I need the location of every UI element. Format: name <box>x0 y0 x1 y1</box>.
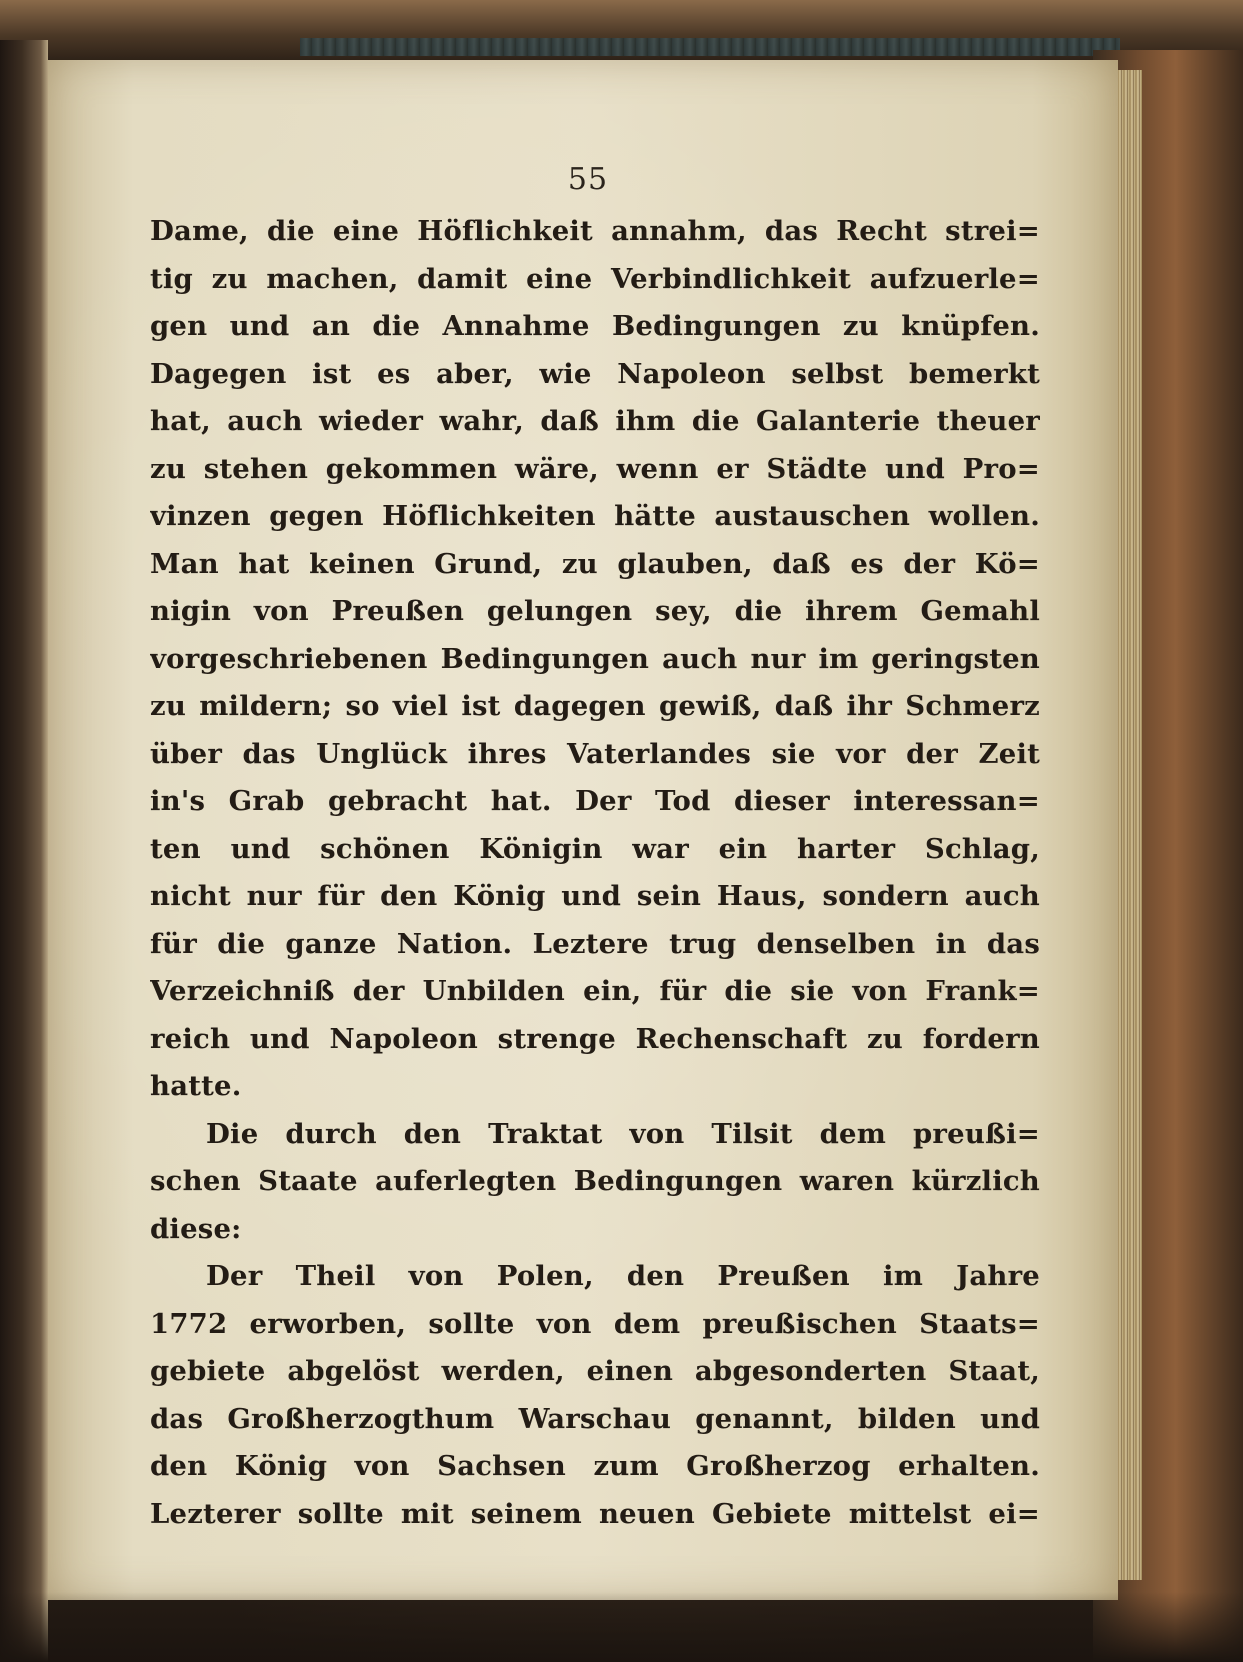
text-line: nigin von Preußen gelungen sey, die ihrem Gemahl <box>150 595 1040 627</box>
text-line: gebiete abgelöst werden, einen abgesonderten Staat, <box>150 1355 1040 1387</box>
bottom-shadow <box>0 1592 1243 1662</box>
text-line: den König von Sachsen zum Großherzog erhalten. <box>150 1450 1040 1482</box>
text-line: Dagegen ist es aber, wie Napoleon selbst bemerkt <box>150 357 1040 390</box>
previous-leaf-edge <box>0 40 48 1662</box>
text-line: Lezterer sollte mit seinem neuen Gebiete mittelst ei= <box>150 1497 1040 1530</box>
text-line: vinzen gegen Höflichkeiten hätte austauschen wollen. <box>150 500 1040 532</box>
text-line: Der Theil von Polen, den Preußen im Jahre <box>206 1260 1040 1292</box>
text-line: das Großherzogthum Warschau genannt, bilden und <box>150 1402 1040 1435</box>
text-line: schen Staate auferlegten Bedingungen waren kürzlich <box>150 1165 1040 1197</box>
text-line: tig zu machen, damit eine Verbindlichkeit aufzuerle= <box>150 262 1040 295</box>
text-line: Dame, die eine Höflichkeit annahm, das Recht strei= <box>150 215 1040 247</box>
text-line: Verzeichniß der Unbilden ein, für die sie von Frank= <box>150 975 1040 1007</box>
text-line: nicht nur für den König und sein Haus, sondern auch <box>150 880 1040 912</box>
book-page <box>48 60 1118 1600</box>
text-line: 1772 erworben, sollte von dem preußischen Staats= <box>150 1307 1040 1340</box>
text-line: zu mildern; so viel ist dagegen gewiß, daß ihr Schmerz <box>150 690 1040 722</box>
cover-binding-strip <box>300 38 1120 56</box>
text-line: Die durch den Traktat von Tilsit dem preußi= <box>206 1117 1040 1150</box>
text-line: hatte. <box>150 1070 242 1102</box>
text-line: hat, auch wieder wahr, daß ihm die Galanterie theuer <box>150 405 1040 437</box>
text-line: gen und an die Annahme Bedingungen zu knüpfen. <box>150 310 1040 342</box>
text-line: ten und schönen Königin war ein harter Schlag, <box>150 832 1040 865</box>
text-line: Man hat keinen Grund, zu glauben, daß es der Kö= <box>150 547 1040 580</box>
text-line: reich und Napoleon strenge Rechenschaft zu fordern <box>150 1022 1040 1055</box>
text-line: über das Unglück ihres Vaterlandes sie vor der Zeit <box>150 737 1040 770</box>
text-line: zu stehen gekommen wäre, wenn er Städte und Pro= <box>150 452 1040 485</box>
text-line: für die ganze Nation. Leztere trug denselben in das <box>150 927 1040 960</box>
text-line: vorgeschriebenen Bedingungen auch nur im geringsten <box>150 642 1040 675</box>
text-line: in's Grab gebracht hat. Der Tod dieser interessan= <box>150 785 1040 817</box>
page-text <box>150 208 1040 1538</box>
page-number: 55 <box>567 162 609 197</box>
text-line: diese: <box>150 1212 242 1245</box>
